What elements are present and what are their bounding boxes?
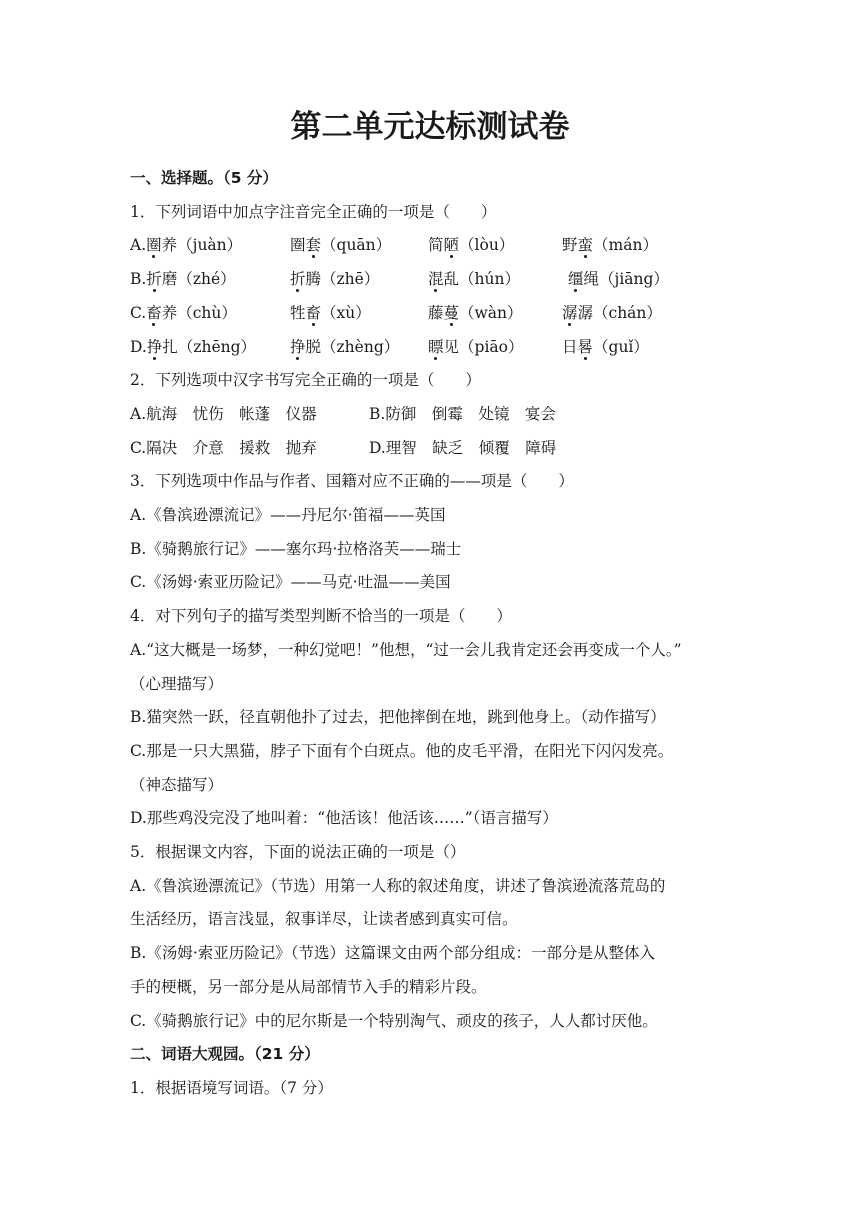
word-suffix-pinyin: 乱（hún）: [443, 270, 520, 288]
q5-option-a-line1: A.《鲁滨逊漂流记》（节选）用第一人称的叙述角度，讲述了鲁滨逊流落荒岛的: [130, 877, 666, 895]
q1-option-d-word-3: [428, 337, 523, 357]
word-suffix-pinyin: （wàn）: [459, 304, 523, 322]
dotted-character: 混: [428, 270, 444, 288]
q4-option-b: B.猫突然一跃，径直朝他扑了过去，把他摔倒在地，跳到他身上。（动作描写）: [130, 708, 666, 726]
word-prefix: 藤: [428, 304, 444, 322]
option-label: A.: [130, 236, 147, 254]
q1-option-d-word-4: [562, 337, 649, 357]
q2-stem: 2．下列选项中汉字书写完全正确的一项是（ ）: [130, 371, 481, 389]
q2-option-b: B.防御 倒霉 处镜 宴会: [369, 405, 556, 423]
q1-stem: 1．下列词语中加点字注音完全正确的一项是（ ）: [130, 203, 497, 221]
q1-option-b-word-4: [568, 269, 669, 289]
dotted-character: 畜: [146, 304, 162, 322]
q4-option-d: D.那些鸡没完没了地叫着：“他活该！他活该……”（语言描写）: [130, 809, 558, 827]
section-2-heading: 二、词语大观园。（21 分）: [130, 1045, 320, 1063]
word-suffix-pinyin: （lòu）: [459, 236, 515, 254]
section-1-heading: 一、选择题。（5 分）: [130, 169, 278, 187]
word-suffix-pinyin: 脱（zhèng）: [305, 338, 400, 356]
q1-option-d-word-2: [290, 337, 399, 357]
word-prefix: 圈: [290, 236, 306, 254]
q1-option-a-word-1: [130, 235, 242, 255]
q2-option-a: A.航海 忧伤 帐蓬 仪器: [130, 405, 317, 423]
dotted-character: 套: [305, 236, 322, 254]
option-label: B.: [130, 270, 147, 288]
q4-option-c-line1: C.那是一只大黑猫，脖子下面有个白斑点。他的皮毛平滑，在阳光下闪闪发亮。: [130, 742, 674, 760]
option-label: C.: [130, 304, 147, 322]
page-title: 第二单元达标测试卷: [290, 109, 570, 145]
q1-option-a-word-3: [428, 235, 514, 255]
q3-option-b: B.《骑鹅旅行记》——塞尔玛·拉格洛芙——瑞士: [130, 540, 462, 558]
word-suffix-pinyin: （guǐ）: [593, 338, 649, 356]
q1-option-a-word-2: [290, 235, 391, 255]
dotted-character: 瞟: [428, 338, 444, 356]
q5-option-a-line2: 生活经历，语言浅显，叙事详尽，让读者感到真实可信。: [130, 910, 518, 928]
dotted-character: 晷: [577, 338, 594, 356]
q5-option-b-line1: B.《汤姆·索亚历险记》（节选）这篇课文由两个部分组成：一部分是从整体入: [130, 944, 655, 962]
dotted-character: 圈: [146, 236, 162, 254]
dotted-character: 挣: [146, 338, 163, 356]
q2-option-c: C.隔决 介意 援救 抛弃: [130, 439, 317, 457]
q2-option-d: D.理智 缺乏 倾覆 障碍: [369, 439, 557, 457]
q5-option-c: C.《骑鹅旅行记》中的尼尔斯是一个特别淘气、顽皮的孩子，人人都讨厌他。: [130, 1012, 658, 1030]
dotted-character: 畜: [305, 304, 322, 322]
q4-stem: 4．对下列句子的描写类型判断不恰当的一项是（ ）: [130, 607, 512, 625]
q5-option-b-line2: 手的梗概，另一部分是从局部情节入手的精彩片段。: [130, 978, 487, 996]
word-suffix-pinyin: （quān）: [321, 236, 392, 254]
word-suffix-pinyin: 潺（chán）: [577, 304, 662, 322]
q1-option-c-word-2: [290, 303, 371, 323]
q1-option-a-word-4: [562, 235, 658, 255]
q1-option-c-word-3: [428, 303, 523, 323]
q1-option-b-word-1: [130, 269, 236, 289]
q4-option-c-line2: （神态描写）: [130, 776, 224, 794]
q3-option-a: A.《鲁滨逊漂流记》——丹尼尔·笛福——英国: [130, 506, 446, 524]
word-prefix: 野: [562, 236, 578, 254]
word-prefix: 牲: [290, 304, 306, 322]
q1-option-b-word-3: [428, 269, 520, 289]
q3-option-c: C.《汤姆·索亚历险记》——马克·吐温——美国: [130, 573, 451, 591]
word-suffix-pinyin: 腾（zhē）: [305, 270, 380, 288]
q4-option-a-line1: A.“这大概是一场梦，一种幻觉吧！”他想，“过一会儿我肯定还会再变成一个人。”: [130, 641, 682, 659]
word-suffix-pinyin: 磨（zhé）: [161, 270, 236, 288]
word-prefix: 日: [562, 338, 578, 356]
q3-stem: 3．下列选项中作品与作者、国籍对应不正确的——项是（ ）: [130, 472, 574, 490]
dotted-character: 折: [290, 270, 306, 288]
dotted-character: 陋: [443, 236, 460, 254]
dotted-character: 潺: [562, 304, 578, 322]
dotted-character: 蔓: [443, 304, 460, 322]
dotted-character: 缰: [568, 270, 584, 288]
option-label: D.: [130, 338, 147, 356]
word-prefix: 简: [428, 236, 444, 254]
q1-option-b-word-2: [290, 269, 379, 289]
q4-option-a-line2: （心理描写）: [130, 675, 224, 693]
q1-option-d-word-1: [130, 337, 256, 357]
dotted-character: 挣: [290, 338, 306, 356]
word-suffix-pinyin: 绳（jiāng）: [583, 270, 669, 288]
word-suffix-pinyin: （xù）: [321, 304, 371, 322]
q5-stem: 5．根据课文内容，下面的说法正确的一项是（）: [130, 843, 466, 861]
q1-option-c-word-4: [562, 303, 662, 323]
word-suffix-pinyin: 养（juàn）: [161, 236, 243, 254]
q1-option-c-word-1: [130, 303, 237, 323]
dotted-character: 折: [146, 270, 162, 288]
s2-q1-stem: 1．根据语境写词语。（7 分）: [130, 1079, 333, 1097]
word-suffix-pinyin: （mán）: [593, 236, 658, 254]
word-suffix-pinyin: 养（chù）: [161, 304, 237, 322]
word-suffix-pinyin: 见（piāo）: [443, 338, 524, 356]
dotted-character: 蛮: [577, 236, 594, 254]
word-suffix-pinyin: 扎（zhēng）: [162, 338, 257, 356]
